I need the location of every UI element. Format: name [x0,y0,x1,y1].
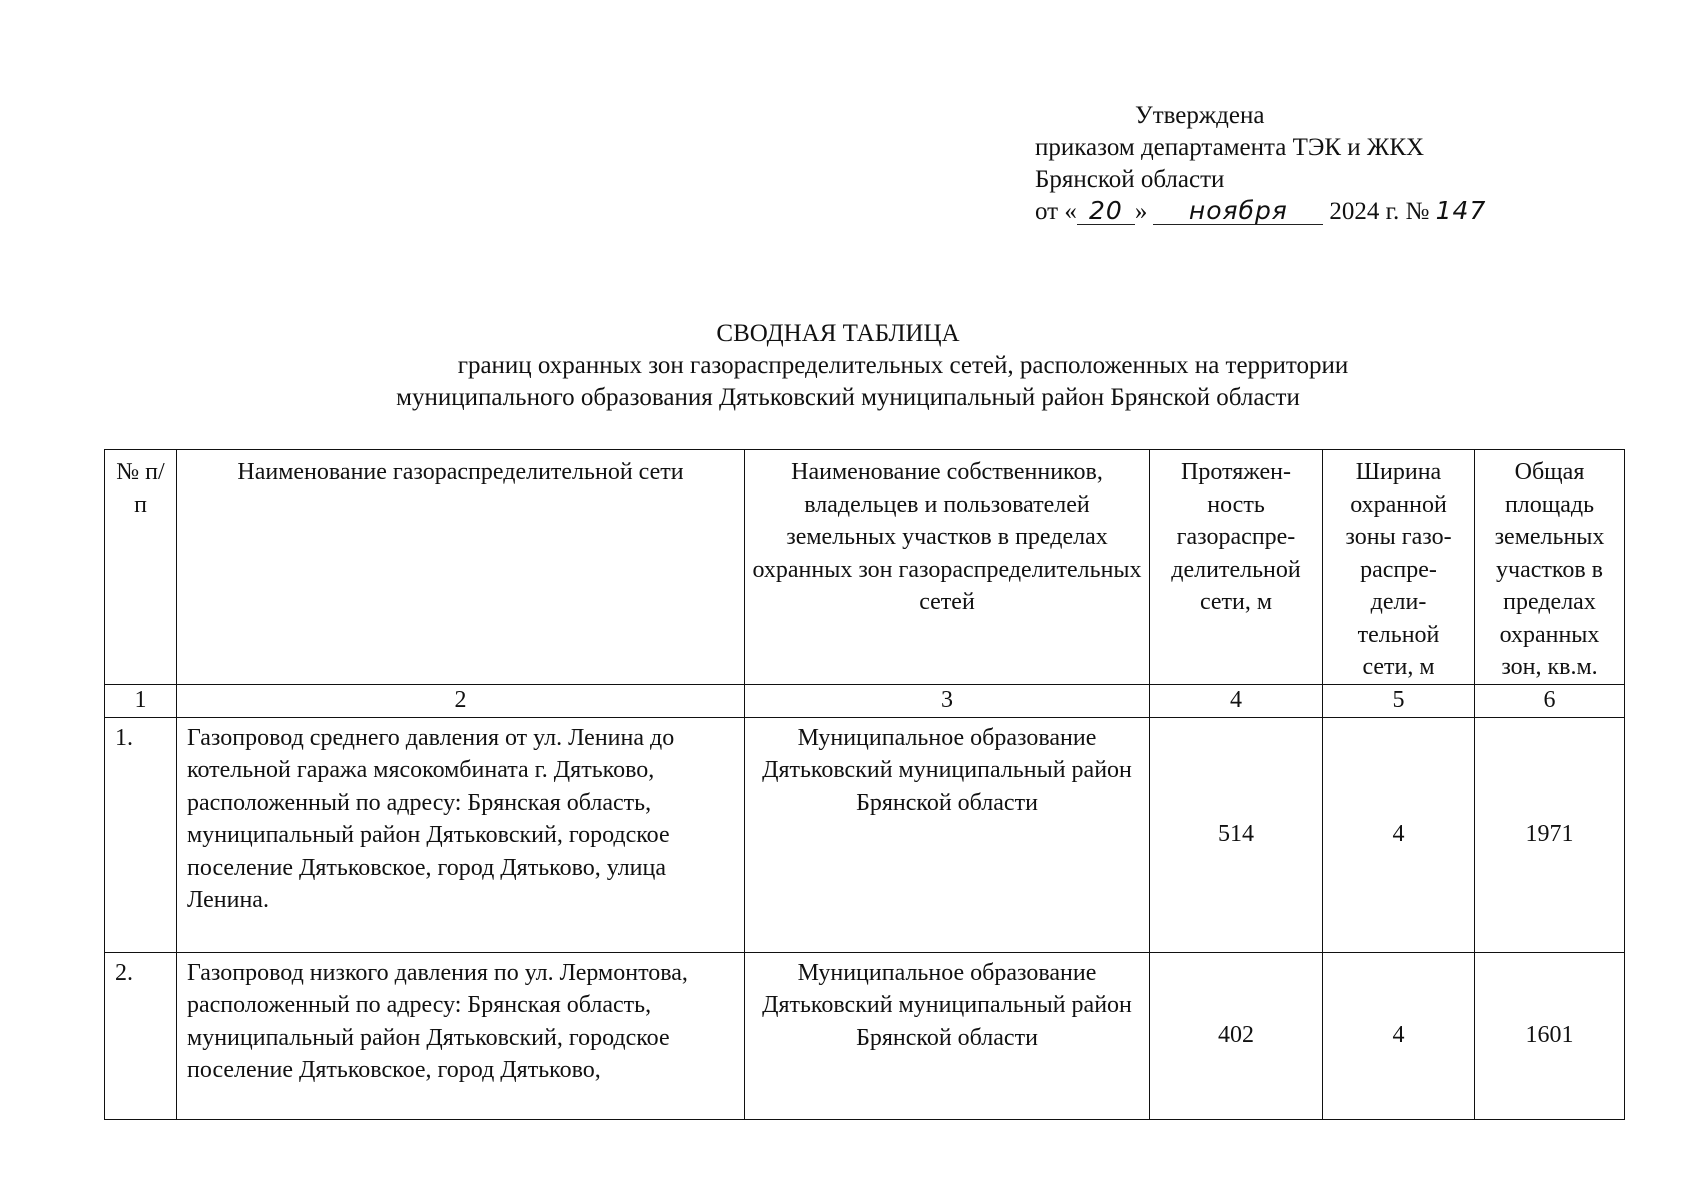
table-row [105,952,1625,1119]
zone-width: 4 [1323,952,1475,1119]
column-number: 4 [1150,684,1323,717]
summary-table [104,449,1625,1120]
approval-title: Утверждена [1135,102,1265,129]
column-number-row [105,684,1625,717]
approval-order: приказом департамента ТЭК и ЖКХ [1035,134,1425,161]
network-length: 402 [1150,952,1323,1119]
network-name: Газопровод среднего давления от ул. Ленина до котельной гаража мясокомбината г. Дятьково, расположенный по адресу: Брянская область, муниципальный район Дятьковский, городское поселение Дятьковское, город Дятьково, улица Ленина. [177,717,745,952]
title-subtitle-2: муниципального образования Дятьковский муниципальный район Брянской области [396,384,1300,411]
owner-name: Муниципальное образование Дятьковский муниципальный район Брянской области [745,717,1150,952]
date-month: ноября [1153,198,1323,225]
column-number: 2 [177,684,745,717]
date-prefix: от « [1035,198,1077,225]
approval-region: Брянской области [1035,166,1225,193]
row-number: 2. [105,952,177,1119]
column-number: 5 [1323,684,1475,717]
date-day: 20 [1077,198,1135,225]
network-name: Газопровод низкого давления по ул. Лермонтова, расположенный по адресу: Брянская область, муниципальный район Дятьковский, городское поселение Дятьковское, город Дятьково, [177,952,745,1119]
table-header-row [105,450,1625,685]
date-mid: » [1134,198,1148,225]
approval-stamp [1035,100,1516,228]
network-length: 514 [1150,717,1323,952]
owner-name: Муниципальное образование Дятьковский муниципальный район Брянской области [745,952,1150,1119]
header-number: № п/п [105,450,177,685]
header-total-area: Общая площадь земельных участков в пределах охранных зон, кв.м. [1475,450,1625,685]
approval-date-line [1035,196,1516,228]
column-number: 1 [105,684,177,717]
table-row [105,717,1625,952]
title-heading: СВОДНАЯ ТАБЛИЦА [716,320,960,347]
title-subtitle-1: границ охранных зон газораспределительных сетей, расположенных на территории [457,352,1349,379]
row-number: 1. [105,717,177,952]
header-zone-width: Ширина охранной зоны газо-распре-дели-тельной сети, м [1323,450,1475,685]
column-number: 6 [1475,684,1625,717]
column-number: 3 [745,684,1150,717]
date-year: 2024 г. [1329,198,1400,225]
total-area: 1971 [1475,717,1625,952]
number-sign: № [1405,198,1430,225]
order-number: 147 [1435,196,1487,225]
header-length: Протяжен-ность газораспре-делительной сети, м [1150,450,1323,685]
header-owners: Наименование собственников, владельцев и пользователей земельных участков в пределах охранных зон газораспределительных сетей [745,450,1150,685]
header-network-name: Наименование газораспределительной сети [177,450,745,685]
document-title [0,318,1696,414]
zone-width: 4 [1323,717,1475,952]
total-area: 1601 [1475,952,1625,1119]
